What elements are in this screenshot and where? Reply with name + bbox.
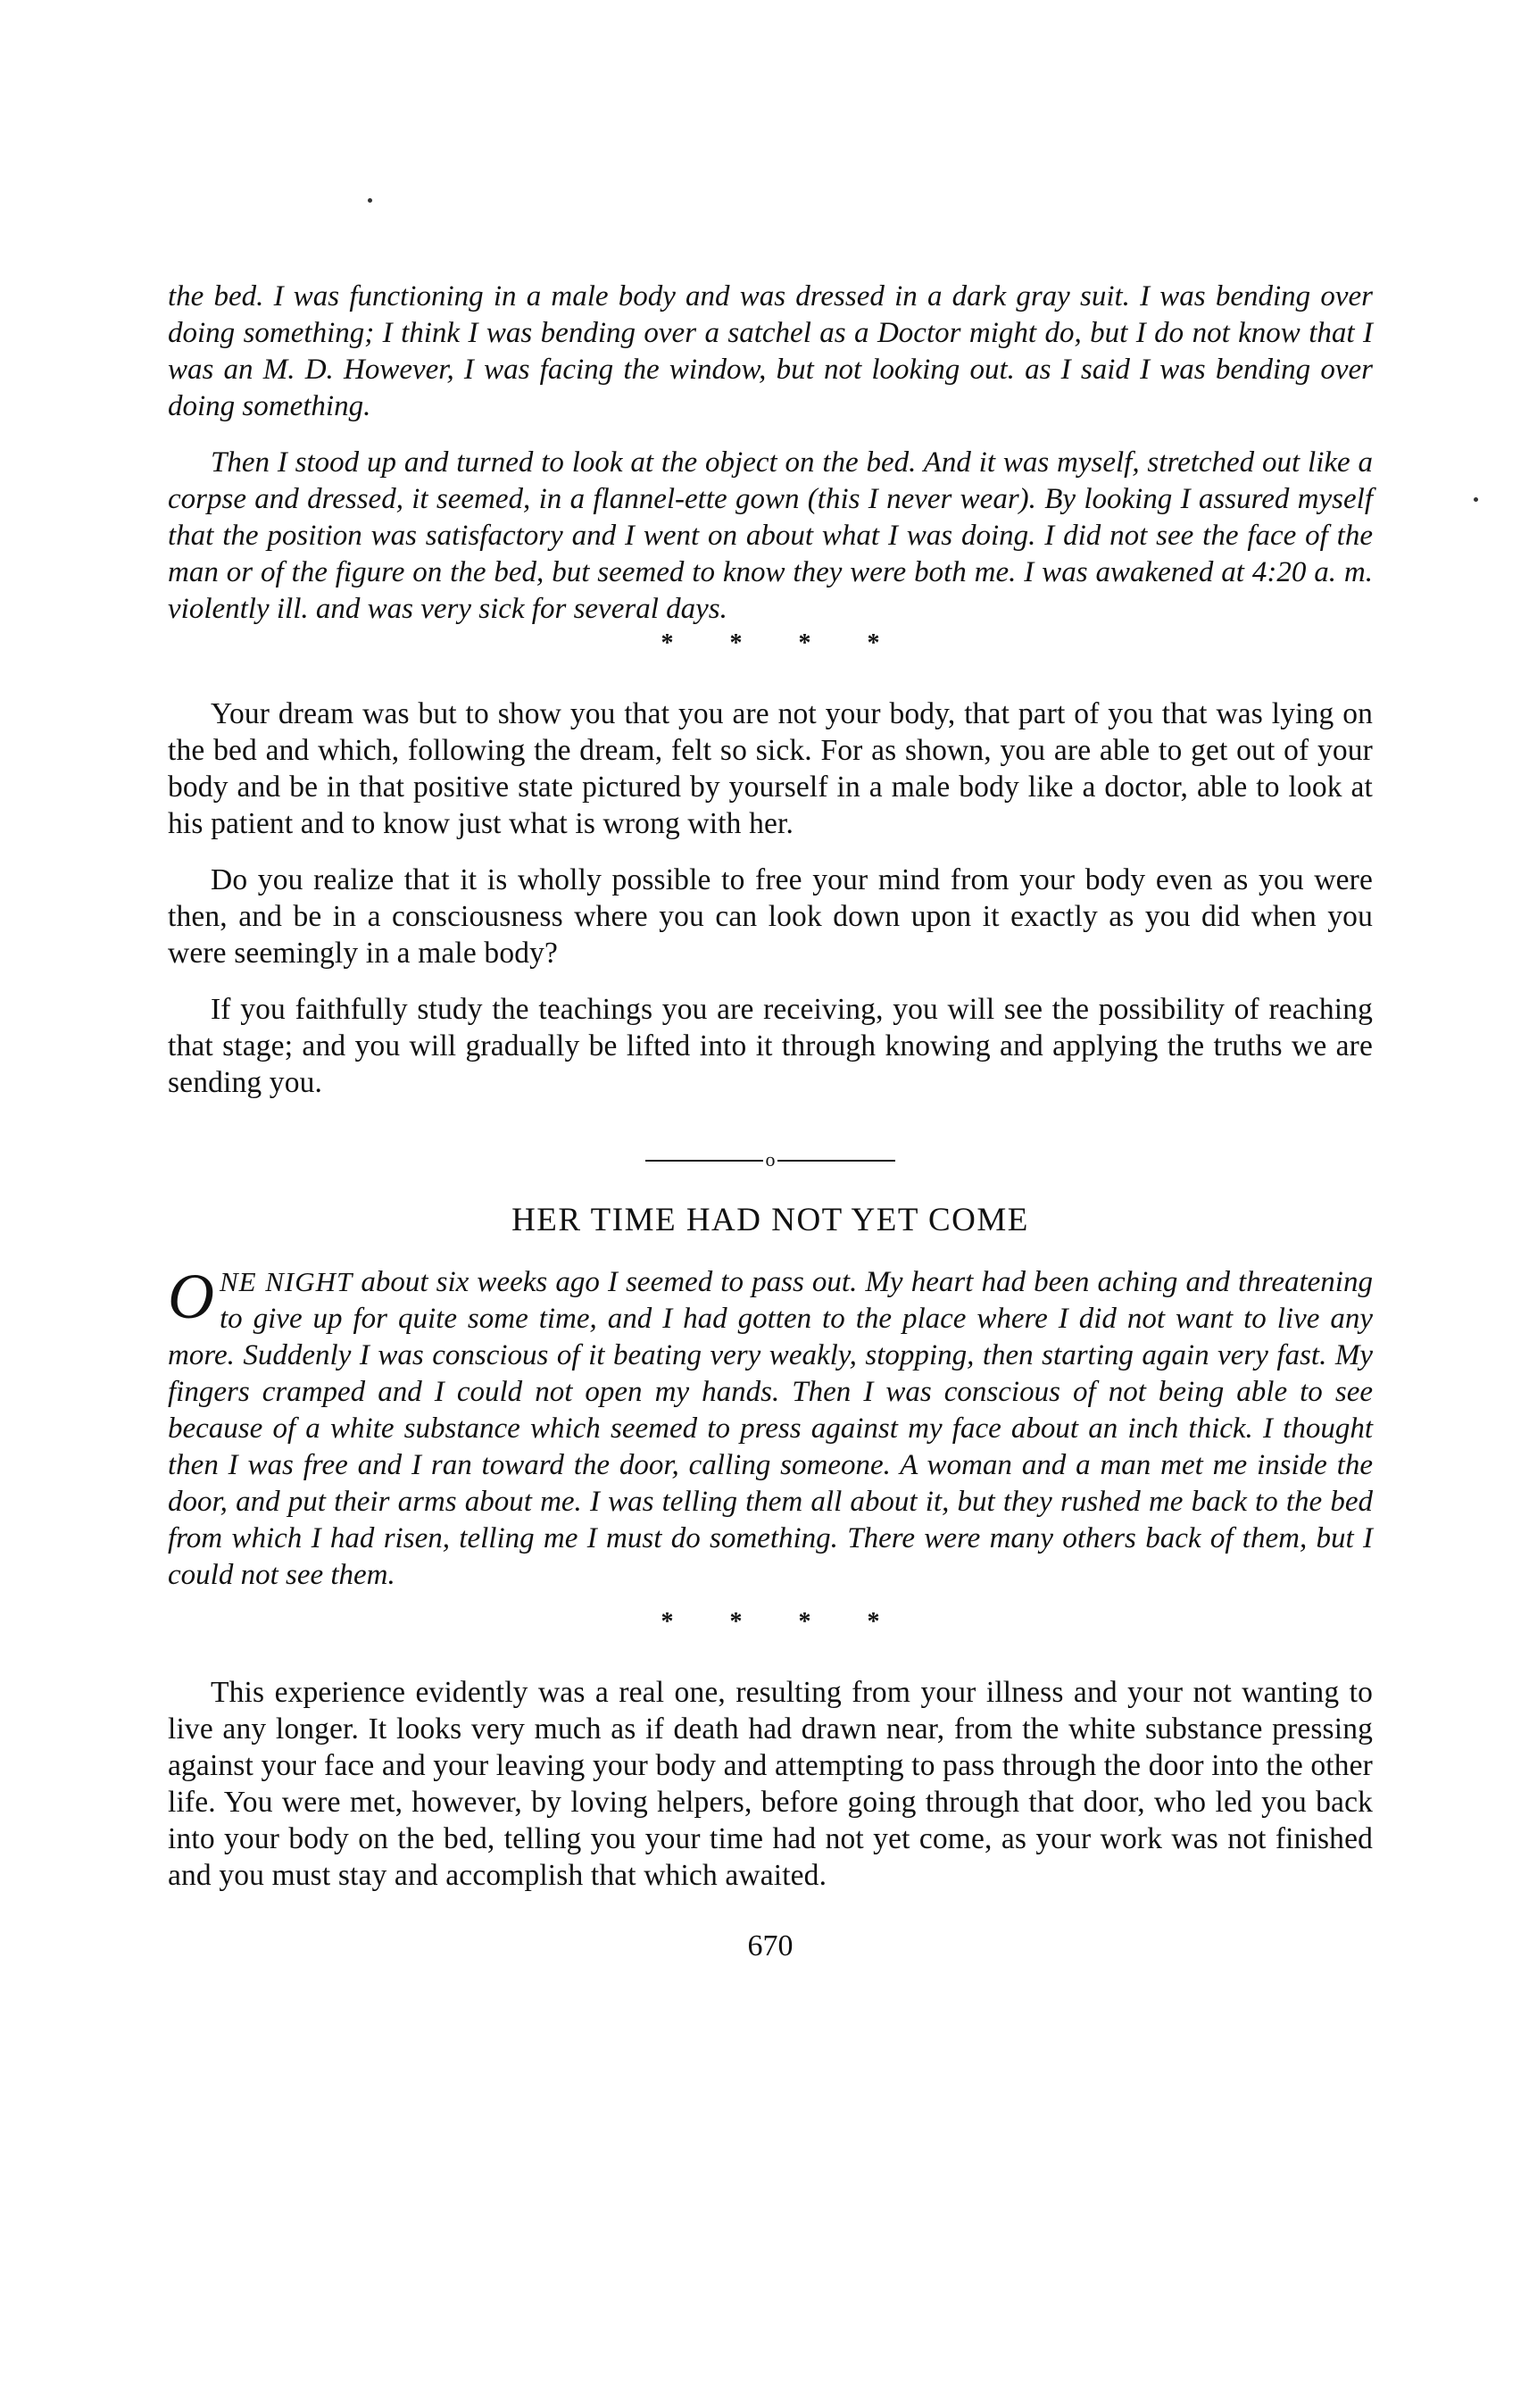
divider-rule-right (777, 1160, 895, 1162)
drop-cap: O (168, 1261, 214, 1332)
article-section (168, 1201, 1373, 1638)
reply-paragraph: If you faithfully study the teachings you are receiving, you will see the possibility of reaching that stage; and you will gradually be lifted into it through knowing and applying the truths we are sending you. (168, 993, 1373, 1099)
letter-paragraph: the bed. I was functioning in a male body and was dressed in a dark gray suit. I was bending over doing something; I think I was bending over a satchel as a Doctor might do, but I do not know that I was an M. D. However, I was facing the window, but not looking out. as I said I was bending over doing something. (168, 280, 1373, 422)
reply-paragraph: Do you realize that it is wholly possible to free your mind from your body even as you were then, and be in a consciousness where you can look down upon it exactly as you did when you were seemingly in a male body? (168, 863, 1373, 970)
lead-in: NE NIGHT (220, 1266, 353, 1297)
page-number: 670 (747, 1929, 794, 1962)
document-page (168, 279, 1373, 1963)
reply-section (168, 1674, 1373, 1894)
stray-mark-margin (1474, 497, 1478, 502)
divider-rule-left (645, 1160, 763, 1162)
divider-mark: o (765, 1148, 776, 1171)
letter-paragraph: Then I stood up and turned to look at the object on the bed. And it was myself, stretched out like a corpse and dressed, it seemed, in a flannel-ette gown (this I never wear). By looking I assured myself that the position was satisfactory and I went on about what I was doing. I did not see the face of the man or of the figure on the bed, but seemed to know they were both me. I was awakened at 4:20 a. m. violently ill. and was very sick for several days. (168, 446, 1373, 625)
section-separator: * * * * (661, 1608, 905, 1636)
stray-mark-top (368, 198, 372, 203)
reply-paragraph: This experience evidently was a real one, resulting from your illness and your not wanting to live any longer. It looks very much as if death had drawn near, from the white substance pressing against your face and your leaving your body and attempting to pass through the door into the other life. You were met, however, by loving helpers, before going through that door, who led you back into your body on the bed, telling you your time had not yet come, as your work was not finished and you must stay and accomplish that which awaited. (168, 1676, 1373, 1892)
article-heading: HER TIME HAD NOT YET COME (511, 1202, 1029, 1238)
letter-paragraph (168, 1263, 1373, 1594)
letter-text: about six weeks ago I seemed to pass out. My heart had been aching and threatening to give up for quite some time, and I had gotten to the place where I did not want to live any more. Suddenly I was conscious of it beating very weakly, stopping, then starting again very fast. My fingers cramped and I could not open my hands. Then I was conscious of not being able to see because of a white substance which seemed to press against my face about an inch thick. I thought then I was free and I ran toward the door, calling someone. A woman and a man met me inside the door, and put their arms about me. I was telling them all about it, but they rushed me back to the bed from which I had risen, telling me I must do something. There were many others back of them, but I could not see them. (168, 1266, 1373, 1591)
reply-section (168, 696, 1373, 1101)
article-divider (645, 1147, 895, 1174)
section-separator: * * * * (661, 629, 905, 657)
reply-paragraph: Your dream was but to show you that you are not your body, that part of you that was lying on the bed and which, following the dream, felt so sick. For as shown, you are able to get out of your body and be in that positive state pictured by yourself in a male body like a doctor, able to look at his patient and to know just what is wrong with her. (168, 697, 1373, 840)
letter-continuation (168, 279, 1373, 660)
